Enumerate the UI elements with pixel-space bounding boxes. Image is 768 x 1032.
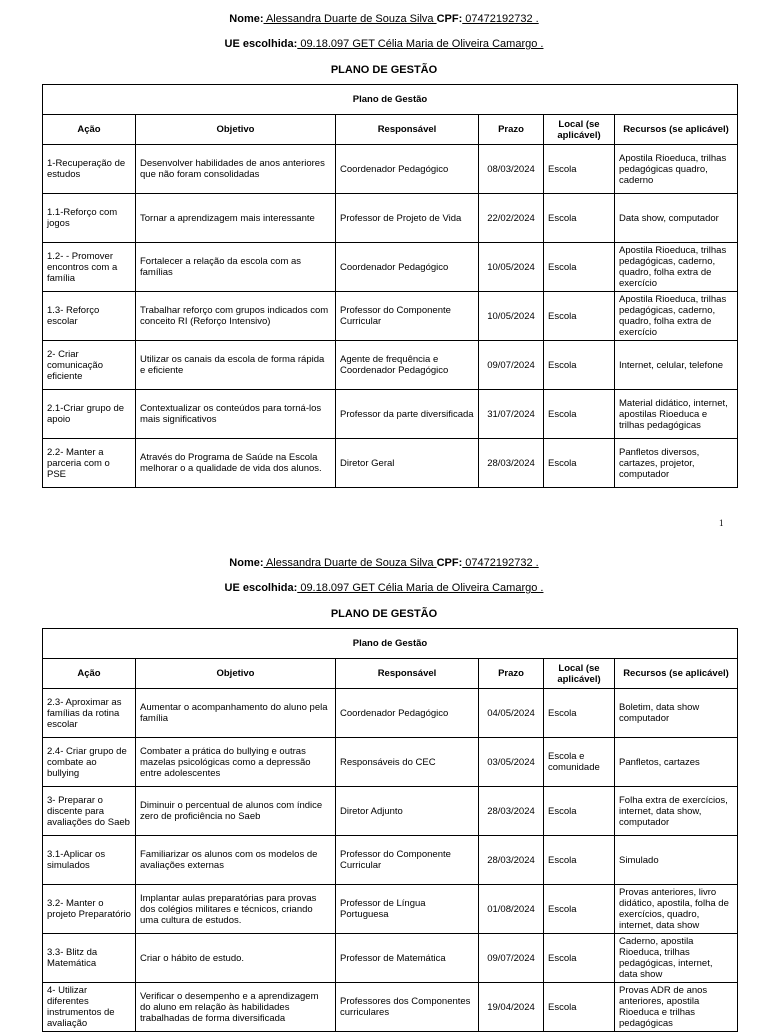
table-row — [43, 292, 738, 341]
cell-acao: 2.4- Criar grupo de combate ao bullying — [43, 738, 136, 787]
plan-table — [42, 628, 738, 1032]
cell-objetivo: Utilizar os canais da escola de forma rápida e eficiente — [136, 341, 336, 390]
cell-recursos: Folha extra de exercícios, internet, data show, computador — [615, 787, 738, 836]
cell-local: Escola — [544, 194, 615, 243]
cell-acao: 3.1-Aplicar os simulados — [43, 836, 136, 885]
cell-responsavel: Coordenador Pedagógico — [336, 689, 479, 738]
cell-responsavel: Diretor Adjunto — [336, 787, 479, 836]
cell-prazo: 10/05/2024 — [479, 292, 544, 341]
nome-label: Nome: — [229, 557, 264, 569]
table-row — [43, 439, 738, 488]
cell-prazo: 28/03/2024 — [479, 836, 544, 885]
table-caption: Plano de Gestão — [43, 629, 738, 659]
table-row — [43, 145, 738, 194]
cell-prazo: 04/05/2024 — [479, 689, 544, 738]
cell-objetivo: Aumentar o acompanhamento do aluno pela família — [136, 689, 336, 738]
cell-objetivo: Desenvolver habilidades de anos anteriores que não foram consolidadas — [136, 145, 336, 194]
cell-objetivo: Trabalhar reforço com grupos indicados com conceito RI (Reforço Intensivo) — [136, 292, 336, 341]
cell-recursos: Provas ADR de anos anteriores, apostila Rioeduca e trilhas pedagógicas — [615, 983, 738, 1032]
nome-value: Alessandra Duarte de Souza Silva — [263, 557, 437, 569]
cell-prazo: 01/08/2024 — [479, 885, 544, 934]
cell-objetivo: Verificar o desempenho e a aprendizagem do aluno em relação às habilidades trabalhadas de forma diversificada — [136, 983, 336, 1032]
ue-label: UE escolhida: — [224, 38, 298, 50]
cell-prazo: 08/03/2024 — [479, 145, 544, 194]
cell-objetivo: Implantar aulas preparatórias para provas dos colégios militares e técnicos, criando uma cultura de estudos. — [136, 885, 336, 934]
cell-recursos: Boletim, data show computador — [615, 689, 738, 738]
cell-recursos: Apostila Rioeduca, trilhas pedagógicas, caderno, quadro, folha extra de exercício — [615, 243, 738, 292]
column-header-local: Local (se aplicável) — [544, 659, 615, 689]
name-cpf-line — [0, 12, 768, 26]
cell-local: Escola — [544, 885, 615, 934]
cell-responsavel: Professor de Matemática — [336, 934, 479, 983]
cell-local: Escola e comunidade — [544, 738, 615, 787]
cell-recursos: Provas anteriores, livro didático, apostila, folha de exercícios, quadro, internet, data show — [615, 885, 738, 934]
document-title: PLANO DE GESTÃO — [330, 608, 438, 620]
cell-responsavel: Diretor Geral — [336, 439, 479, 488]
cell-prazo: 31/07/2024 — [479, 390, 544, 439]
cell-objetivo: Tornar a aprendizagem mais interessante — [136, 194, 336, 243]
cell-acao: 2.1-Criar grupo de apoio — [43, 390, 136, 439]
table-row — [43, 341, 738, 390]
cell-acao: 2- Criar comunicação eficiente — [43, 341, 136, 390]
table-row — [43, 934, 738, 983]
cell-responsavel: Professor do Componente Curricular — [336, 292, 479, 341]
cpf-label: CPF: — [436, 13, 463, 25]
column-header-responsavel: Responsável — [336, 659, 479, 689]
column-header-recursos: Recursos (se aplicável) — [615, 659, 738, 689]
cell-objetivo: Criar o hábito de estudo. — [136, 934, 336, 983]
cell-local: Escola — [544, 983, 615, 1032]
cell-acao: 3- Preparar o discente para avaliações do Saeb — [43, 787, 136, 836]
column-header-prazo: Prazo — [479, 659, 544, 689]
column-header-acao: Ação — [43, 115, 136, 145]
table-row — [43, 836, 738, 885]
cell-responsavel: Professor de Projeto de Vida — [336, 194, 479, 243]
cell-local: Escola — [544, 689, 615, 738]
cell-responsavel: Coordenador Pedagógico — [336, 145, 479, 194]
cell-prazo: 19/04/2024 — [479, 983, 544, 1032]
cell-objetivo: Fortalecer a relação da escola com as famílias — [136, 243, 336, 292]
column-header-local: Local (se aplicável) — [544, 115, 615, 145]
table-row — [43, 885, 738, 934]
cell-acao: 1.2- - Promover encontros com a família — [43, 243, 136, 292]
cell-prazo: 03/05/2024 — [479, 738, 544, 787]
cell-responsavel: Responsáveis do CEC — [336, 738, 479, 787]
cell-recursos: Panfletos, cartazes — [615, 738, 738, 787]
cell-local: Escola — [544, 145, 615, 194]
nome-value: Alessandra Duarte de Souza Silva — [263, 13, 437, 25]
cell-acao: 2.2- Manter a parceria com o PSE — [43, 439, 136, 488]
table-row — [43, 983, 738, 1032]
ue-value: 09.18.097 GET Célia Maria de Oliveira Camargo . — [297, 38, 544, 50]
cell-objetivo: Diminuir o percentual de alunos com índice zero de proficiência no Saeb — [136, 787, 336, 836]
cell-objetivo: Através do Programa de Saúde na Escola melhorar o a qualidade de vida dos alunos. — [136, 439, 336, 488]
cell-acao: 4- Utilizar diferentes instrumentos de avaliação — [43, 983, 136, 1032]
cell-local: Escola — [544, 243, 615, 292]
cell-recursos: Caderno, apostila Rioeduca, trilhas pedagógicas, internet, data show — [615, 934, 738, 983]
cell-prazo: 28/03/2024 — [479, 439, 544, 488]
cell-responsavel: Agente de frequência e Coordenador Pedagógico — [336, 341, 479, 390]
cell-local: Escola — [544, 390, 615, 439]
cell-recursos: Panfletos diversos, cartazes, projetor, computador — [615, 439, 738, 488]
cell-recursos: Internet, celular, telefone — [615, 341, 738, 390]
cell-local: Escola — [544, 292, 615, 341]
ue-value: 09.18.097 GET Célia Maria de Oliveira Camargo . — [297, 582, 544, 594]
cell-recursos: Simulado — [615, 836, 738, 885]
cell-local: Escola — [544, 787, 615, 836]
cell-recursos: Material didático, internet, apostilas Rioeduca e trilhas pedagógicas — [615, 390, 738, 439]
cell-objetivo: Contextualizar os conteúdos para torná-los mais significativos — [136, 390, 336, 439]
table-row — [43, 243, 738, 292]
cell-prazo: 09/07/2024 — [479, 934, 544, 983]
ue-label: UE escolhida: — [224, 582, 298, 594]
table-row — [43, 689, 738, 738]
cell-local: Escola — [544, 439, 615, 488]
column-header-responsavel: Responsável — [336, 115, 479, 145]
cell-prazo: 22/02/2024 — [479, 194, 544, 243]
nome-label: Nome: — [229, 13, 264, 25]
cell-acao: 3.3- Blitz da Matemática — [43, 934, 136, 983]
cell-responsavel: Professor de Língua Portuguesa — [336, 885, 479, 934]
cell-responsavel: Professor do Componente Curricular — [336, 836, 479, 885]
cell-local: Escola — [544, 836, 615, 885]
cell-acao: 1.3- Reforço escolar — [43, 292, 136, 341]
cell-prazo: 09/07/2024 — [479, 341, 544, 390]
table-row — [43, 390, 738, 439]
cell-local: Escola — [544, 341, 615, 390]
cpf-label: CPF: — [436, 557, 463, 569]
cpf-value: 07472192732 . — [462, 13, 539, 25]
cell-responsavel: Professor da parte diversificada — [336, 390, 479, 439]
cpf-value: 07472192732 . — [462, 557, 539, 569]
table-row — [43, 787, 738, 836]
cell-local: Escola — [544, 934, 615, 983]
cell-recursos: Apostila Rioeduca, trilhas pedagógicas, caderno, quadro, folha extra de exercício — [615, 292, 738, 341]
cell-recursos: Data show, computador — [615, 194, 738, 243]
cell-acao: 2.3- Aproximar as famílias da rotina escolar — [43, 689, 136, 738]
name-cpf-line — [0, 556, 768, 570]
page-number: 1 — [719, 518, 724, 528]
table-row — [43, 194, 738, 243]
cell-responsavel: Coordenador Pedagógico — [336, 243, 479, 292]
cell-acao: 1.1-Reforço com jogos — [43, 194, 136, 243]
document-title: PLANO DE GESTÃO — [330, 64, 438, 76]
ue-line — [0, 37, 768, 51]
table-caption: Plano de Gestão — [43, 85, 738, 115]
column-header-objetivo: Objetivo — [136, 115, 336, 145]
cell-acao: 3.2- Manter o projeto Preparatório — [43, 885, 136, 934]
column-header-acao: Ação — [43, 659, 136, 689]
column-header-recursos: Recursos (se aplicável) — [615, 115, 738, 145]
column-header-objetivo: Objetivo — [136, 659, 336, 689]
cell-prazo: 28/03/2024 — [479, 787, 544, 836]
cell-acao: 1-Recuperação de estudos — [43, 145, 136, 194]
ue-line — [0, 581, 768, 595]
cell-objetivo: Combater a prática do bullying e outras mazelas psicológicas como a depressão entre adolescentes — [136, 738, 336, 787]
cell-prazo: 10/05/2024 — [479, 243, 544, 292]
table-row — [43, 738, 738, 787]
column-header-prazo: Prazo — [479, 115, 544, 145]
cell-responsavel: Professores dos Componentes curriculares — [336, 983, 479, 1032]
cell-objetivo: Familiarizar os alunos com os modelos de avaliações externas — [136, 836, 336, 885]
cell-recursos: Apostila Rioeduca, trilhas pedagógicas quadro, caderno — [615, 145, 738, 194]
plan-table — [42, 84, 738, 488]
